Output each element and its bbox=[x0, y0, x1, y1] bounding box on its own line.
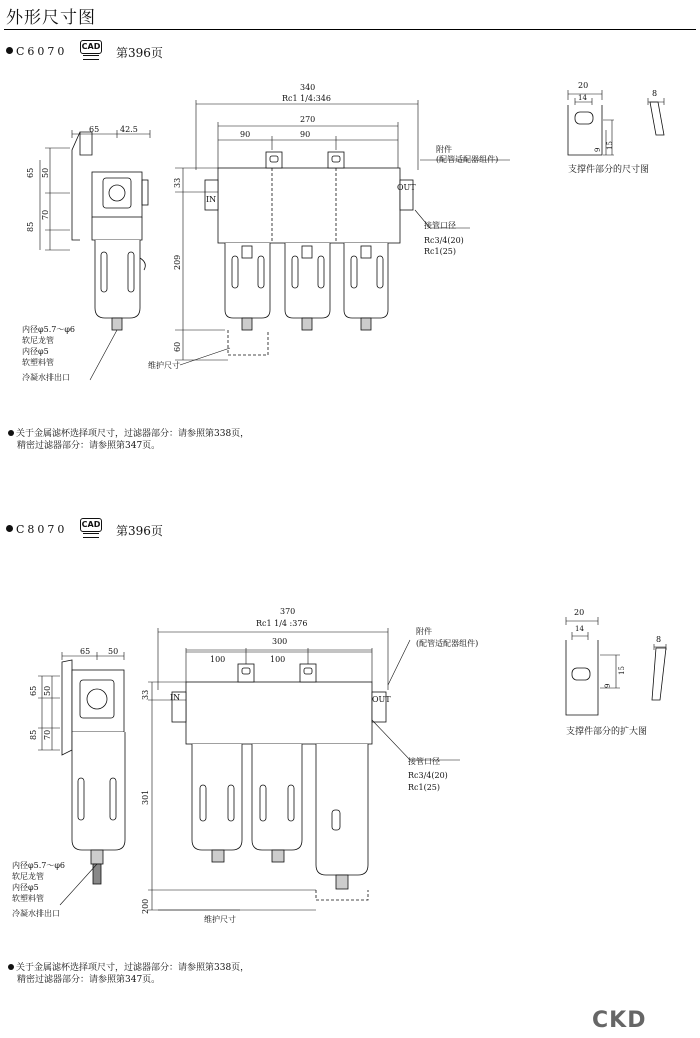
dim-side-h4: 70 bbox=[43, 729, 52, 740]
label-accessory-sub: (配管适配器组件) bbox=[436, 155, 499, 164]
dim-pitch2: 100 bbox=[270, 655, 286, 664]
label-port-b: Rc1(25) bbox=[424, 247, 457, 256]
dim-pitch1: 100 bbox=[210, 655, 226, 664]
model-label-c8070: C8070 bbox=[6, 523, 67, 536]
drain-label-3: 内径φ5 bbox=[12, 883, 39, 892]
bullet-icon bbox=[6, 525, 13, 532]
dim-33: 33 bbox=[141, 689, 150, 700]
page-title: 外形尺寸图 bbox=[6, 8, 96, 28]
dim-301: 301 bbox=[141, 789, 150, 805]
dim-side-w2: 42.5 bbox=[120, 125, 138, 134]
dim-bracket-t: 8 bbox=[656, 635, 662, 644]
cad-icon[interactable]: CAD bbox=[80, 518, 102, 538]
dim-bracket-h2: 9 bbox=[604, 683, 612, 688]
cad-icon[interactable]: CAD bbox=[80, 40, 102, 60]
drain-label-5: 冷凝水排出口 bbox=[12, 909, 60, 918]
drain-label-1: 内径φ5.7～φ6 bbox=[12, 861, 66, 870]
dimension-drawing-c8070 bbox=[0, 600, 700, 935]
dim-209: 209 bbox=[173, 254, 182, 270]
label-accessory-sub: (配管适配器组件) bbox=[416, 639, 479, 648]
dim-bracket-w2: 14 bbox=[578, 94, 587, 102]
label-port-a: Rc3/4(20) bbox=[424, 236, 464, 245]
dim-side-h2: 50 bbox=[43, 685, 52, 696]
dim-side-w2: 50 bbox=[108, 647, 119, 656]
bullet-icon bbox=[6, 47, 13, 54]
dim-bracket-h1: 15 bbox=[618, 666, 626, 675]
dim-total-width: 370 bbox=[280, 607, 296, 616]
dim-pitch1: 90 bbox=[240, 130, 251, 139]
drain-label-1: 内径φ5.7～φ6 bbox=[22, 325, 76, 334]
note-metal-bowl-c8070: 关于金属滤杯选择项尺寸，过滤器部分：请参照第338页， 精密过滤器部分：请参照第347页。 bbox=[8, 962, 249, 986]
label-accessory: 附件 bbox=[416, 627, 432, 636]
label-in: IN bbox=[170, 693, 181, 702]
dim-total-width: 340 bbox=[300, 83, 316, 92]
ckd-logo: CKD bbox=[592, 1008, 647, 1033]
dim-bracket-t: 8 bbox=[652, 89, 658, 98]
bracket-caption: 支撑件部分的尺寸图 bbox=[568, 165, 650, 175]
label-port-b: Rc1(25) bbox=[408, 783, 441, 792]
drain-label-4: 软塑料管 bbox=[22, 358, 54, 367]
dim-side-h1: 65 bbox=[29, 685, 38, 696]
label-port-a: Rc3/4(20) bbox=[408, 771, 448, 780]
drain-label-3: 内径φ5 bbox=[22, 347, 49, 356]
label-maintenance: 维护尺寸 bbox=[204, 915, 236, 924]
dim-bracket-w: 20 bbox=[574, 608, 585, 617]
label-out: OUT bbox=[397, 183, 416, 192]
dim-pitch2: 90 bbox=[300, 130, 311, 139]
dim-270: 270 bbox=[300, 115, 316, 124]
dim-33: 33 bbox=[173, 177, 182, 188]
dim-bracket-h2: 15 bbox=[606, 141, 614, 150]
dim-200: 200 bbox=[141, 898, 150, 914]
label-maintenance: 维护尺寸 bbox=[148, 361, 180, 370]
drain-label-4: 软塑料管 bbox=[12, 894, 44, 903]
label-in: IN bbox=[206, 195, 217, 204]
label-port-dia: 接管口径 bbox=[408, 757, 440, 766]
label-port-dia: 接管口径 bbox=[424, 221, 456, 230]
dim-bracket-w: 20 bbox=[578, 81, 589, 90]
dimension-drawing-c6070 bbox=[0, 60, 700, 400]
dim-60: 60 bbox=[173, 341, 182, 352]
drain-label-2: 软尼龙管 bbox=[12, 872, 44, 881]
page-reference-link[interactable]: 第396页 bbox=[116, 524, 163, 538]
dim-port-width: Rc1 1/4 :376 bbox=[256, 619, 308, 628]
dim-bracket-h1: 9 bbox=[594, 147, 602, 152]
dim-side-w1: 65 bbox=[80, 647, 91, 656]
dim-side-h4: 70 bbox=[41, 209, 50, 220]
title-rule bbox=[4, 29, 696, 30]
dim-side-h1: 65 bbox=[26, 167, 35, 178]
dim-bracket-w2: 14 bbox=[575, 625, 584, 633]
dim-side-h3: 85 bbox=[29, 729, 38, 740]
dim-side-h2: 50 bbox=[41, 167, 50, 178]
note-metal-bowl-c6070: 关于金属滤杯选择项尺寸，过滤器部分：请参照第338页， 精密过滤器部分：请参照第347页。 bbox=[8, 428, 249, 452]
dim-side-w1: 65 bbox=[89, 125, 100, 134]
label-out: OUT bbox=[372, 695, 391, 704]
dim-port-width: Rc1 1/4:346 bbox=[282, 94, 331, 103]
label-accessory: 附件 bbox=[436, 145, 452, 154]
bracket-caption: 支撑件部分的扩大图 bbox=[566, 727, 648, 737]
drain-label-5: 冷凝水排出口 bbox=[22, 373, 70, 382]
drain-label-2: 软尼龙管 bbox=[22, 336, 54, 345]
page-reference-link[interactable]: 第396页 bbox=[116, 46, 163, 60]
model-label-c6070: C6070 bbox=[6, 45, 67, 58]
dim-300: 300 bbox=[272, 637, 288, 646]
dim-side-h3: 85 bbox=[26, 221, 35, 232]
